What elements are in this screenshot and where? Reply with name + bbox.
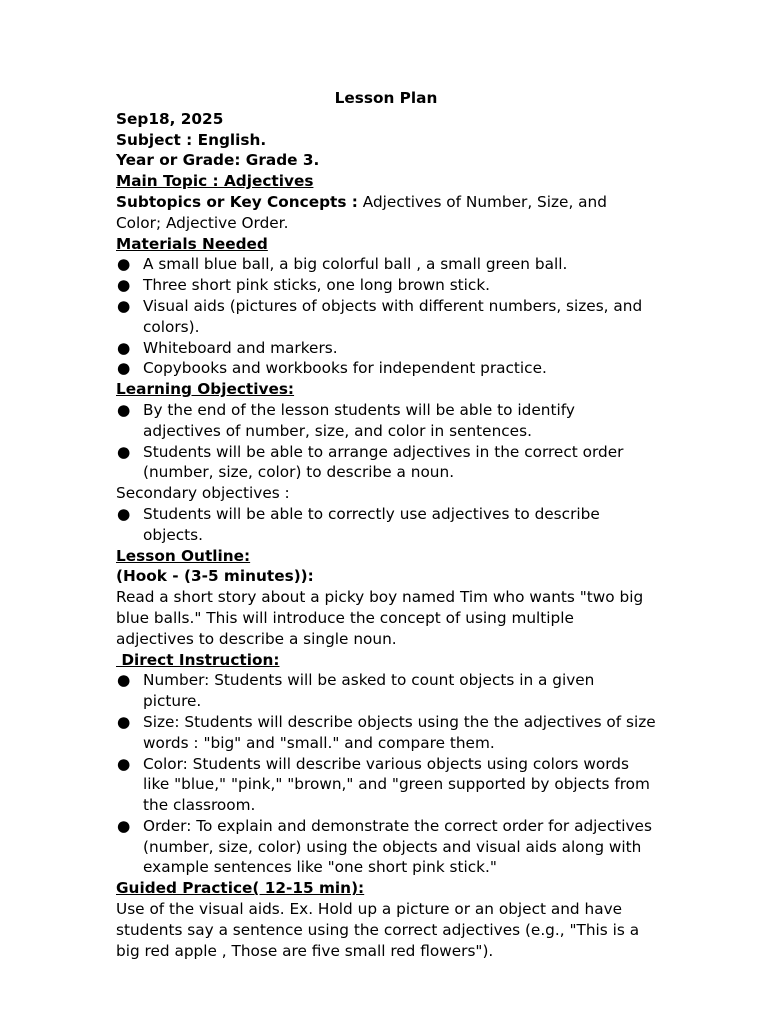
hook-heading: (Hook - (3-5 minutes)): xyxy=(116,567,314,586)
list-item: ● A small blue ball, a big colorful ball , a small green ball. xyxy=(117,255,568,274)
direct-instruction-list xyxy=(116,670,656,878)
guided-practice-paragraph: Use of the visual aids. Ex. Hold up a picture or an object and have students say a sentence using the correct adjectives (e.g., "This is a big red apple , Those are five small red flowers"). xyxy=(116,900,640,960)
bullet-icon: ● xyxy=(117,400,131,419)
outline-heading: Lesson Outline: xyxy=(116,546,251,565)
secondary-objectives-list xyxy=(116,504,656,546)
bullet-icon: ● xyxy=(117,296,131,315)
bullet-icon: ● xyxy=(117,442,131,461)
objectives-list xyxy=(116,400,656,483)
bullet-icon: ● xyxy=(117,255,131,274)
list-item: ● Size: Students will describe objects using the the adjectives of size words : "big" and "small." and compare them. xyxy=(117,712,656,752)
bullet-icon: ● xyxy=(117,276,131,295)
secondary-objectives-label: Secondary objectives : xyxy=(116,484,290,503)
objectives-heading: Learning Objectives: xyxy=(116,380,295,399)
document-page xyxy=(116,88,656,961)
subject-line: Subject : English. xyxy=(116,130,267,149)
list-item: ● Number: Students will be asked to count objects in a given picture. xyxy=(117,671,595,711)
list-item: ● Copybooks and workbooks for independent practice. xyxy=(117,359,547,378)
subtopics-paragraph xyxy=(116,192,656,234)
bullet-icon: ● xyxy=(117,712,131,731)
bullet-icon: ● xyxy=(117,671,131,690)
list-item: ● Three short pink sticks, one long brown stick. xyxy=(117,276,491,295)
materials-heading: Materials Needed xyxy=(116,234,268,253)
bullet-icon: ● xyxy=(117,754,131,773)
list-item: ● By the end of the lesson students will be able to identify adjectives of number, size, and color in sentences. xyxy=(117,400,575,440)
main-topic-heading: Main Topic : Adjectives xyxy=(116,172,314,191)
list-item: ● Whiteboard and markers. xyxy=(117,338,338,357)
bullet-icon: ● xyxy=(117,504,131,523)
list-item: ● Students will be able to arrange adjectives in the correct order (number, size, color) to describe a noun. xyxy=(117,442,624,482)
list-item: ● Order: To explain and demonstrate the correct order for adjectives (number, size, color) using the objects and visual aids along with example sentences like "one short pink stick." xyxy=(117,816,652,877)
direct-instruction-heading: Direct Instruction: xyxy=(116,650,280,669)
subtopics-label: Subtopics or Key Concepts : xyxy=(116,192,358,211)
bullet-icon: ● xyxy=(117,338,131,357)
materials-list xyxy=(116,254,656,379)
list-item: ● Students will be able to correctly use adjectives to describe objects. xyxy=(117,504,600,544)
bullet-icon: ● xyxy=(117,816,131,835)
lesson-date: Sep18, 2025 xyxy=(116,109,224,128)
list-item: ● Visual aids (pictures of objects with different numbers, sizes, and colors). xyxy=(117,296,643,336)
grade-line: Year or Grade: Grade 3. xyxy=(116,151,320,170)
page-title: Lesson Plan xyxy=(334,89,438,107)
guided-practice-heading: Guided Practice( 12-15 min): xyxy=(116,879,365,898)
subtopics-text: Adjectives of Number, Size, and Color; Adjective Order. xyxy=(116,192,607,232)
hook-paragraph: Read a short story about a picky boy named Tim who wants "two big blue balls." This will introduce the concept of using multiple adjectives to describe a single noun. xyxy=(116,588,644,648)
bullet-icon: ● xyxy=(117,359,131,378)
list-item: ● Color: Students will describe various objects using colors words like "blue," "pink," "brown," and "green supported by objects from the classroom. xyxy=(117,754,650,815)
